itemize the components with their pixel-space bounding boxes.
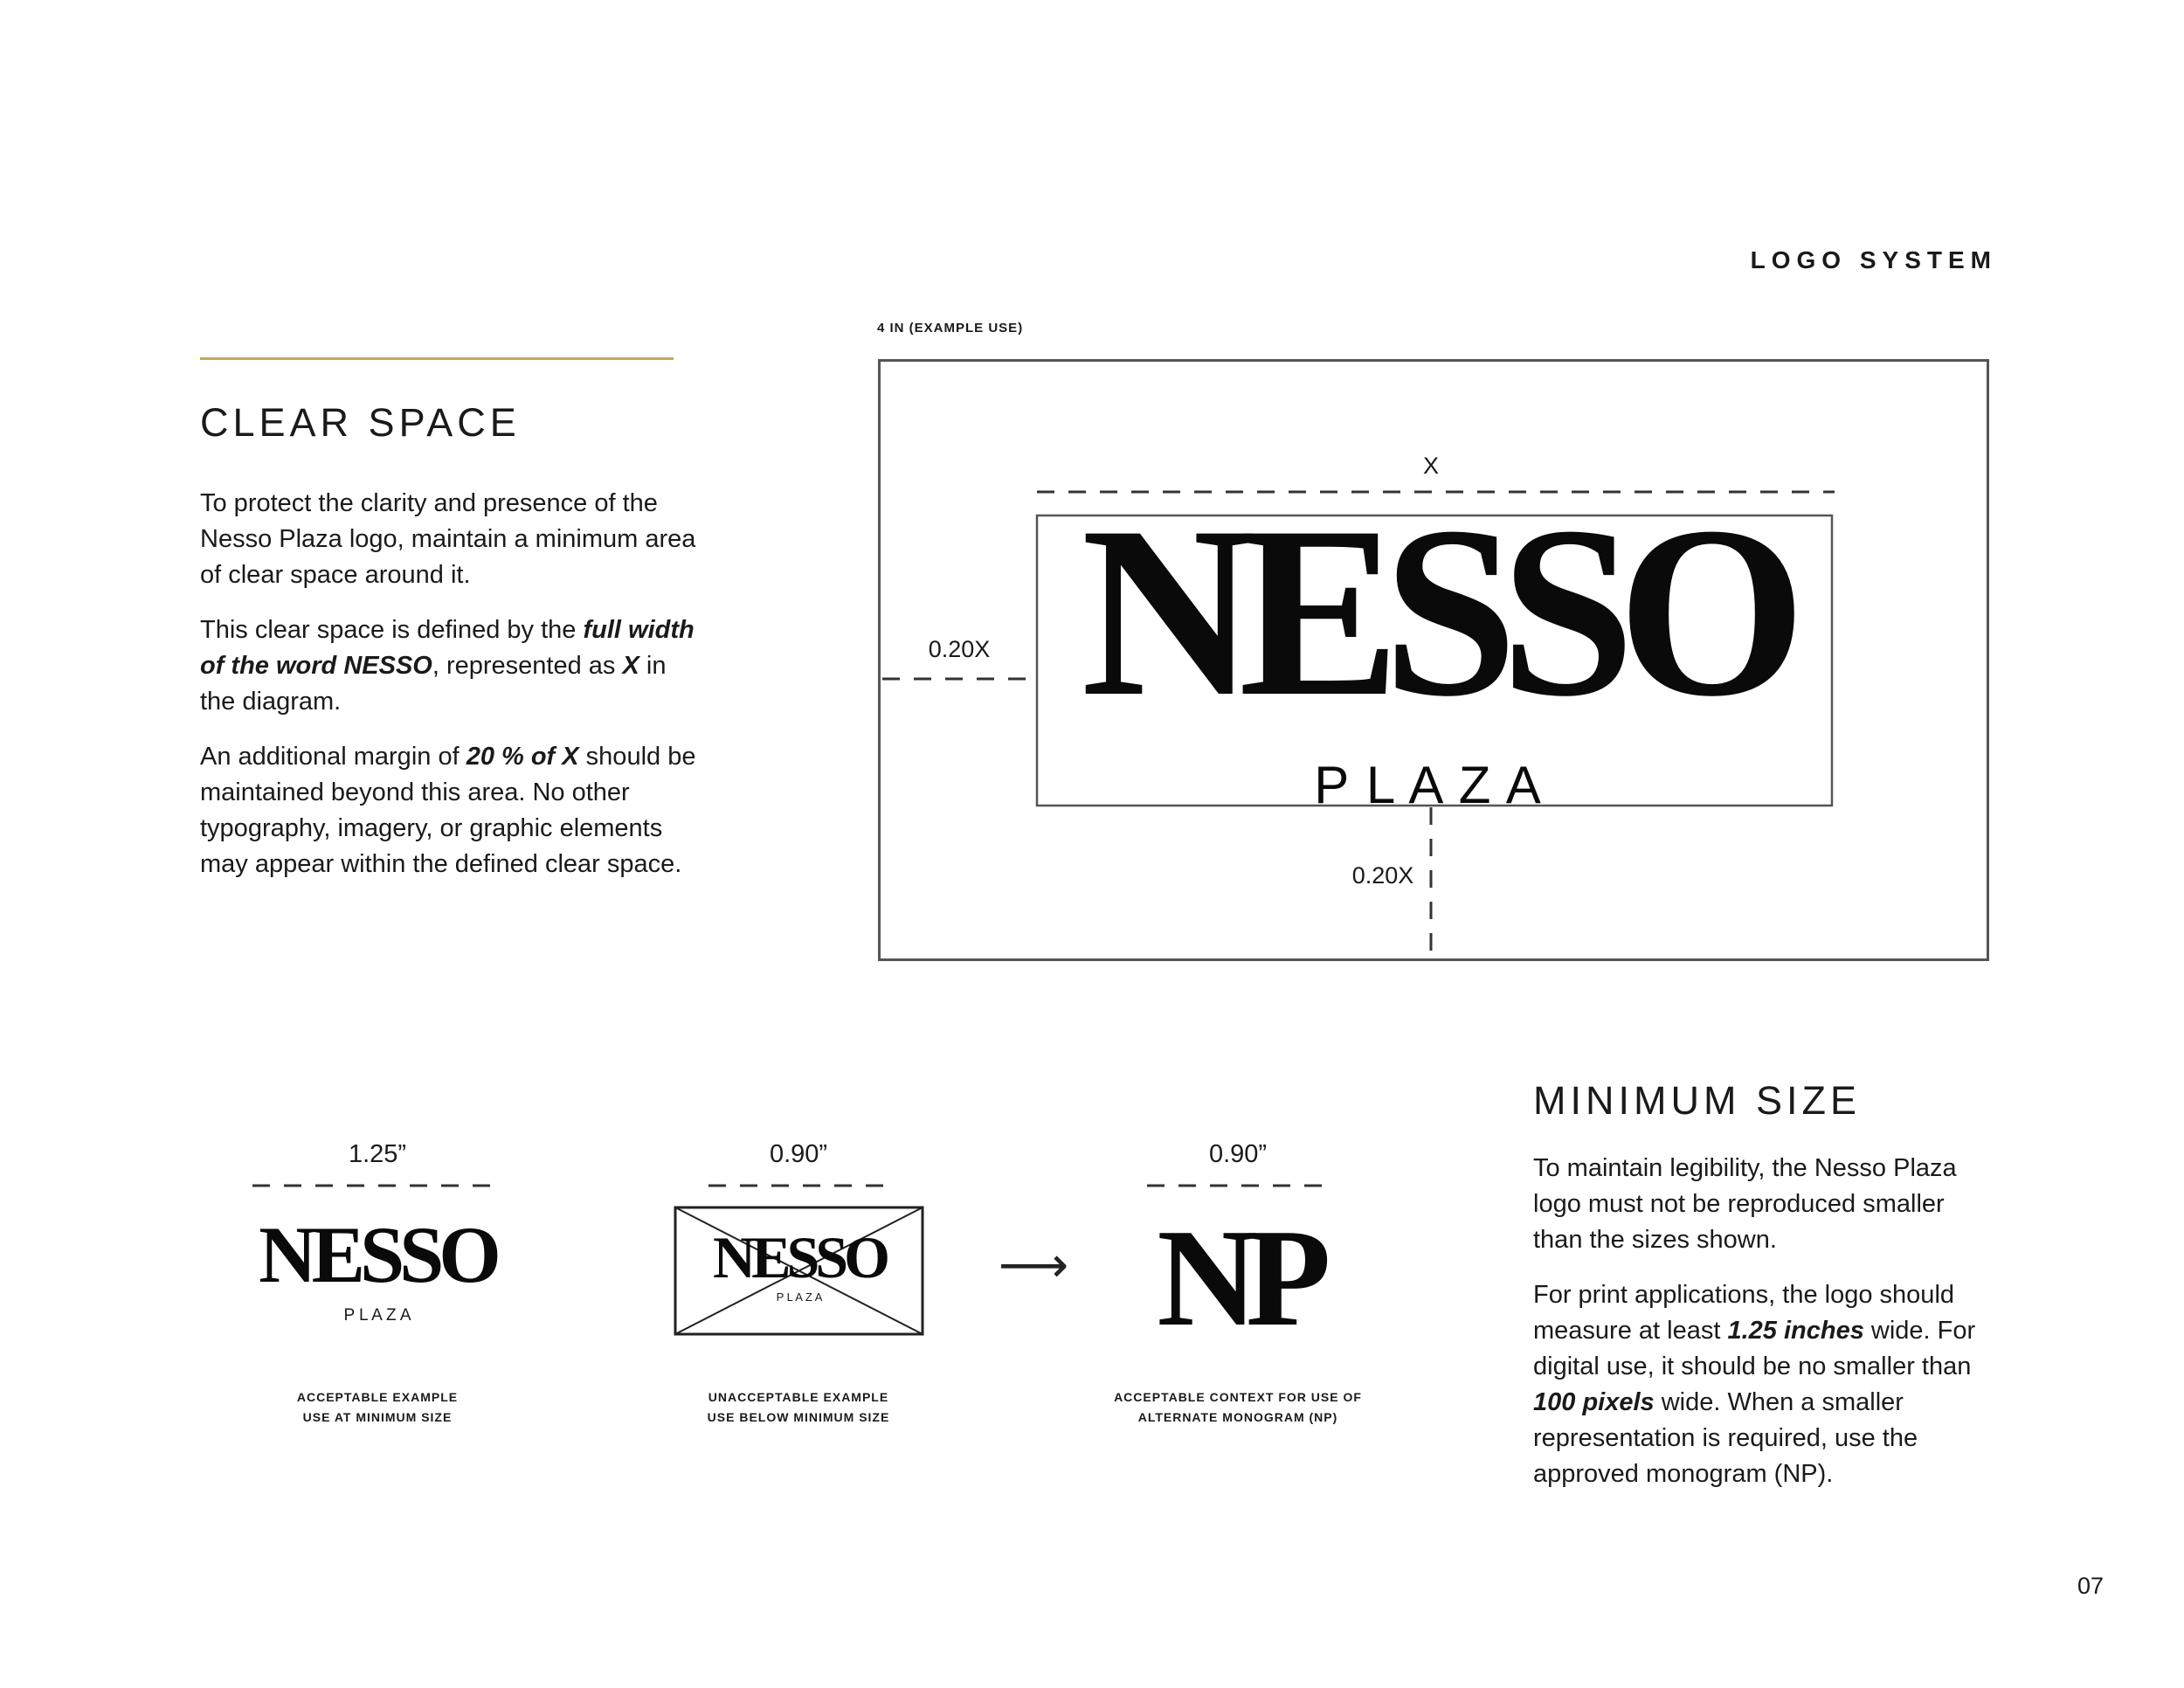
example-2-sub: P L A Z A xyxy=(776,1290,823,1304)
logo-wordmark: NESSO xyxy=(1081,475,1789,747)
clear-space-paragraph-2: This clear space is defined by the full width of the word NESSO, represented as X in the diagram. xyxy=(200,616,695,716)
example-2-measure: 0.90” xyxy=(769,1140,828,1168)
minimum-size-paragraph-1: To maintain legibility, the Nesso Plaza logo must not be reproduced smaller than the sizes shown. xyxy=(1533,1154,1957,1254)
x-label: X xyxy=(1422,453,1439,479)
logo-subtitle: P L A Z A xyxy=(1314,756,1543,814)
clear-space-paragraph-1: To protect the clarity and presence of the Nesso Plaza logo, maintain a minimum area of clear space around it. xyxy=(200,489,696,589)
clear-space-paragraph-3: An additional margin of 20 % of X should be maintained beyond this area. No other typography, imagery, or graphic elements may appear within the defined clear space. xyxy=(200,743,696,878)
clear-space-heading: CLEAR SPACE xyxy=(200,400,521,445)
minimum-size-heading: MINIMUM SIZE xyxy=(1533,1078,1861,1123)
example-3-caption: ACCEPTABLE CONTEXT FOR USE OF ALTERNATE MONOGRAM (NP) xyxy=(1114,1390,1362,1424)
example-1-logo: NESSO xyxy=(259,1210,496,1299)
example-2-logo: NESSO xyxy=(713,1224,886,1290)
example-2-caption: UNACCEPTABLE EXAMPLE USE BELOW MINIMUM SIZE xyxy=(707,1390,890,1424)
minimum-size-paragraph-2: For print applications, the logo should measure at least 1.25 inches wide. For digital use, it should be no smaller than 100 pixels wide. When a smaller representation is required, use the approved monogram (NP). xyxy=(1533,1281,1976,1488)
diagram-size-note: 4 IN (EXAMPLE USE) xyxy=(877,321,1024,336)
minimum-size-body xyxy=(1533,1151,1996,1512)
left-margin-label: 0.20X xyxy=(928,636,991,662)
example-1-sub: P L A Z A xyxy=(343,1306,411,1325)
monogram-logo: NP xyxy=(1157,1200,1319,1355)
page-number: 07 xyxy=(2077,1573,2104,1599)
example-1-measure: 1.25” xyxy=(348,1140,407,1168)
bottom-margin-label: 0.20X xyxy=(1351,862,1414,889)
arrow-icon: ⟶ xyxy=(998,1237,1069,1292)
section-label: LOGO SYSTEM xyxy=(1750,246,1997,273)
example-1-caption: ACCEPTABLE EXAMPLE USE AT MINIMUM SIZE xyxy=(296,1390,459,1424)
example-3-measure: 0.90” xyxy=(1208,1140,1268,1168)
